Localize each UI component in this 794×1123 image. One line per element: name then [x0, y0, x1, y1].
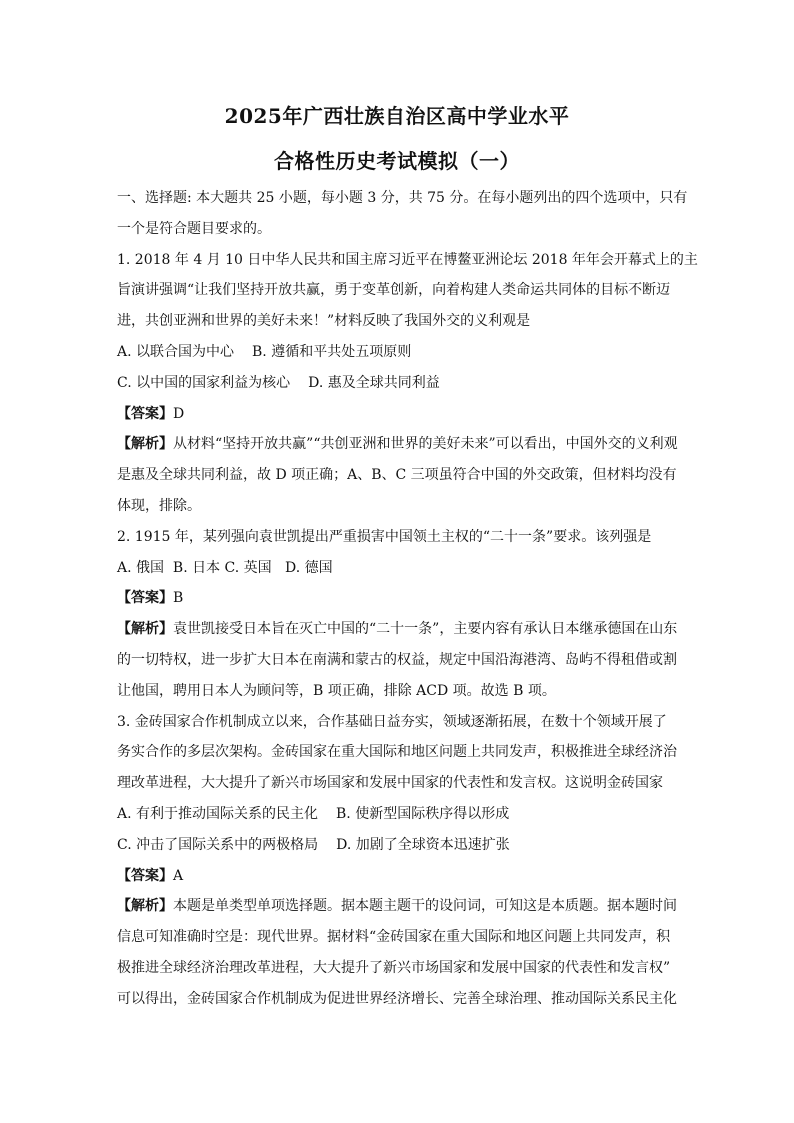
question-1-option-d: D. 惠及全球共同利益: [308, 374, 440, 391]
question-1-option-a: A. 以联合国为中心: [117, 343, 235, 360]
section-instructions-line2: 一个是符合题目要求的。: [117, 220, 271, 237]
answer-value: D: [173, 405, 185, 422]
question-1-stem-line3: 进，共创亚洲和世界的美好未来！”材料反映了我国外交的义利观是: [117, 313, 531, 330]
question-2-answer: [117, 583, 677, 614]
question-3-stem-line2: 务实合作的多层次架构。金砖国家在重大国际和地区问题上共同发声，积极推进全球经济治: [117, 744, 677, 761]
document-title-line2: 合格性历史考试模拟（一）: [274, 149, 520, 173]
question-3-stem-line3: 理改革进程，大大提升了新兴市场国家和发展中国家的代表性和发言权。这说明金砖国家: [117, 775, 663, 792]
question-1-option-b: B. 遵循和平共处五项原则: [252, 343, 412, 360]
question-3-analysis-line3: 极推进全球经济治理改革进程，大大提升了新兴市场国家和发展中国家的代表性和发言权”: [117, 959, 671, 976]
answer-label: 【答案】: [117, 405, 173, 422]
document-title-line1: 2025年广西壮族自治区高中学业水平: [224, 104, 570, 128]
question-1-options-cd: [117, 368, 677, 399]
question-1-option-c: C. 以中国的国家利益为核心: [117, 374, 291, 391]
answer-label: 【答案】: [117, 867, 173, 884]
analysis-label: 【解析】: [117, 621, 173, 638]
question-1-analysis-line1: [117, 429, 677, 460]
analysis-text: 从材料“坚持开放共赢”“共创亚洲和世界的美好未来”可以看出，中国外交的义利观: [173, 436, 678, 453]
question-1-analysis-line2: 是惠及全球共同利益，故 D 项正确；A、B、C 三项虽符合中国的外交政策，但材料均没有: [117, 467, 677, 484]
answer-label: 【答案】: [117, 590, 173, 607]
question-3-option-b: B. 使新型国际秩序得以形成: [336, 805, 510, 822]
answer-value: B: [173, 590, 184, 607]
analysis-text: 本题是单类型单项选择题。据本题主题干的设问词，可知这是本质题。据本题时间: [173, 898, 677, 915]
question-1-stem-line2: 旨演讲强调“让我们坚持开放共赢，勇于变革创新，向着构建人类命运共同体的目标不断迈: [117, 282, 671, 299]
question-2-analysis-line2: 的一切特权，进一步扩大日本在南满和蒙古的权益，规定中国沿海港湾、岛屿不得租借或割: [117, 651, 677, 668]
question-1-analysis-line3: 体现，排除。: [117, 497, 201, 514]
section-instructions-line1: 一、选择题: 本大题共 25 小题，每小题 3 分，共 75 分。在每小题列出的四个选项中，只有: [117, 190, 688, 206]
question-3-option-a: A. 有利于推动国际关系的民主化: [117, 805, 319, 822]
question-3-analysis-line2: 信息可知准确时空是：现代世界。据材料“金砖国家在重大国际和地区问题上共同发声，积: [117, 929, 671, 946]
question-2-analysis-line1: [117, 614, 677, 645]
question-1-options-ab: [117, 337, 677, 368]
question-2-stem-line1: 2. 1915 年，某列强向袁世凯提出严重损害中国领土主权的“二十一条”要求。该列强是: [117, 528, 652, 545]
question-2-options: A. 俄国 B. 日本 C. 英国 D. 德国: [117, 559, 333, 576]
question-3-option-d: D. 加剧了全球资本迅速扩张: [336, 836, 510, 853]
question-3-analysis-line1: [117, 891, 677, 922]
question-3-stem-line1: 3. 金砖国家合作机制成立以来，合作基础日益夯实，领域逐渐拓展，在数十个领域开展了: [117, 713, 667, 730]
question-1-answer: [117, 399, 677, 430]
document-body: [117, 183, 698, 1015]
question-3-option-c: C. 冲击了国际关系中的两极格局: [117, 836, 319, 853]
question-3-answer: [117, 861, 677, 892]
analysis-label: 【解析】: [117, 898, 173, 915]
analysis-label: 【解析】: [117, 436, 173, 453]
question-3-options-cd: [117, 830, 677, 861]
question-3-options-ab: [117, 799, 677, 830]
question-3-analysis-line4: 可以得出，金砖国家合作机制成为促进世界经济增长、完善全球治理、推动国际关系民主化: [117, 990, 677, 1007]
question-1-stem-line1: 1. 2018 年 4 月 10 日中华人民共和国主席习近平在博鳌亚洲论坛 2018 年年会开幕式上的主: [117, 251, 698, 268]
question-2-analysis-line3: 让他国，聘用日本人为顾问等，B 项正确，排除 ACD 项。故选 B 项。: [117, 682, 556, 699]
analysis-text: 袁世凯接受日本旨在灭亡中国的“二十一条”，主要内容有承认日本继承德国在山东: [173, 621, 678, 638]
answer-value: A: [173, 867, 184, 884]
